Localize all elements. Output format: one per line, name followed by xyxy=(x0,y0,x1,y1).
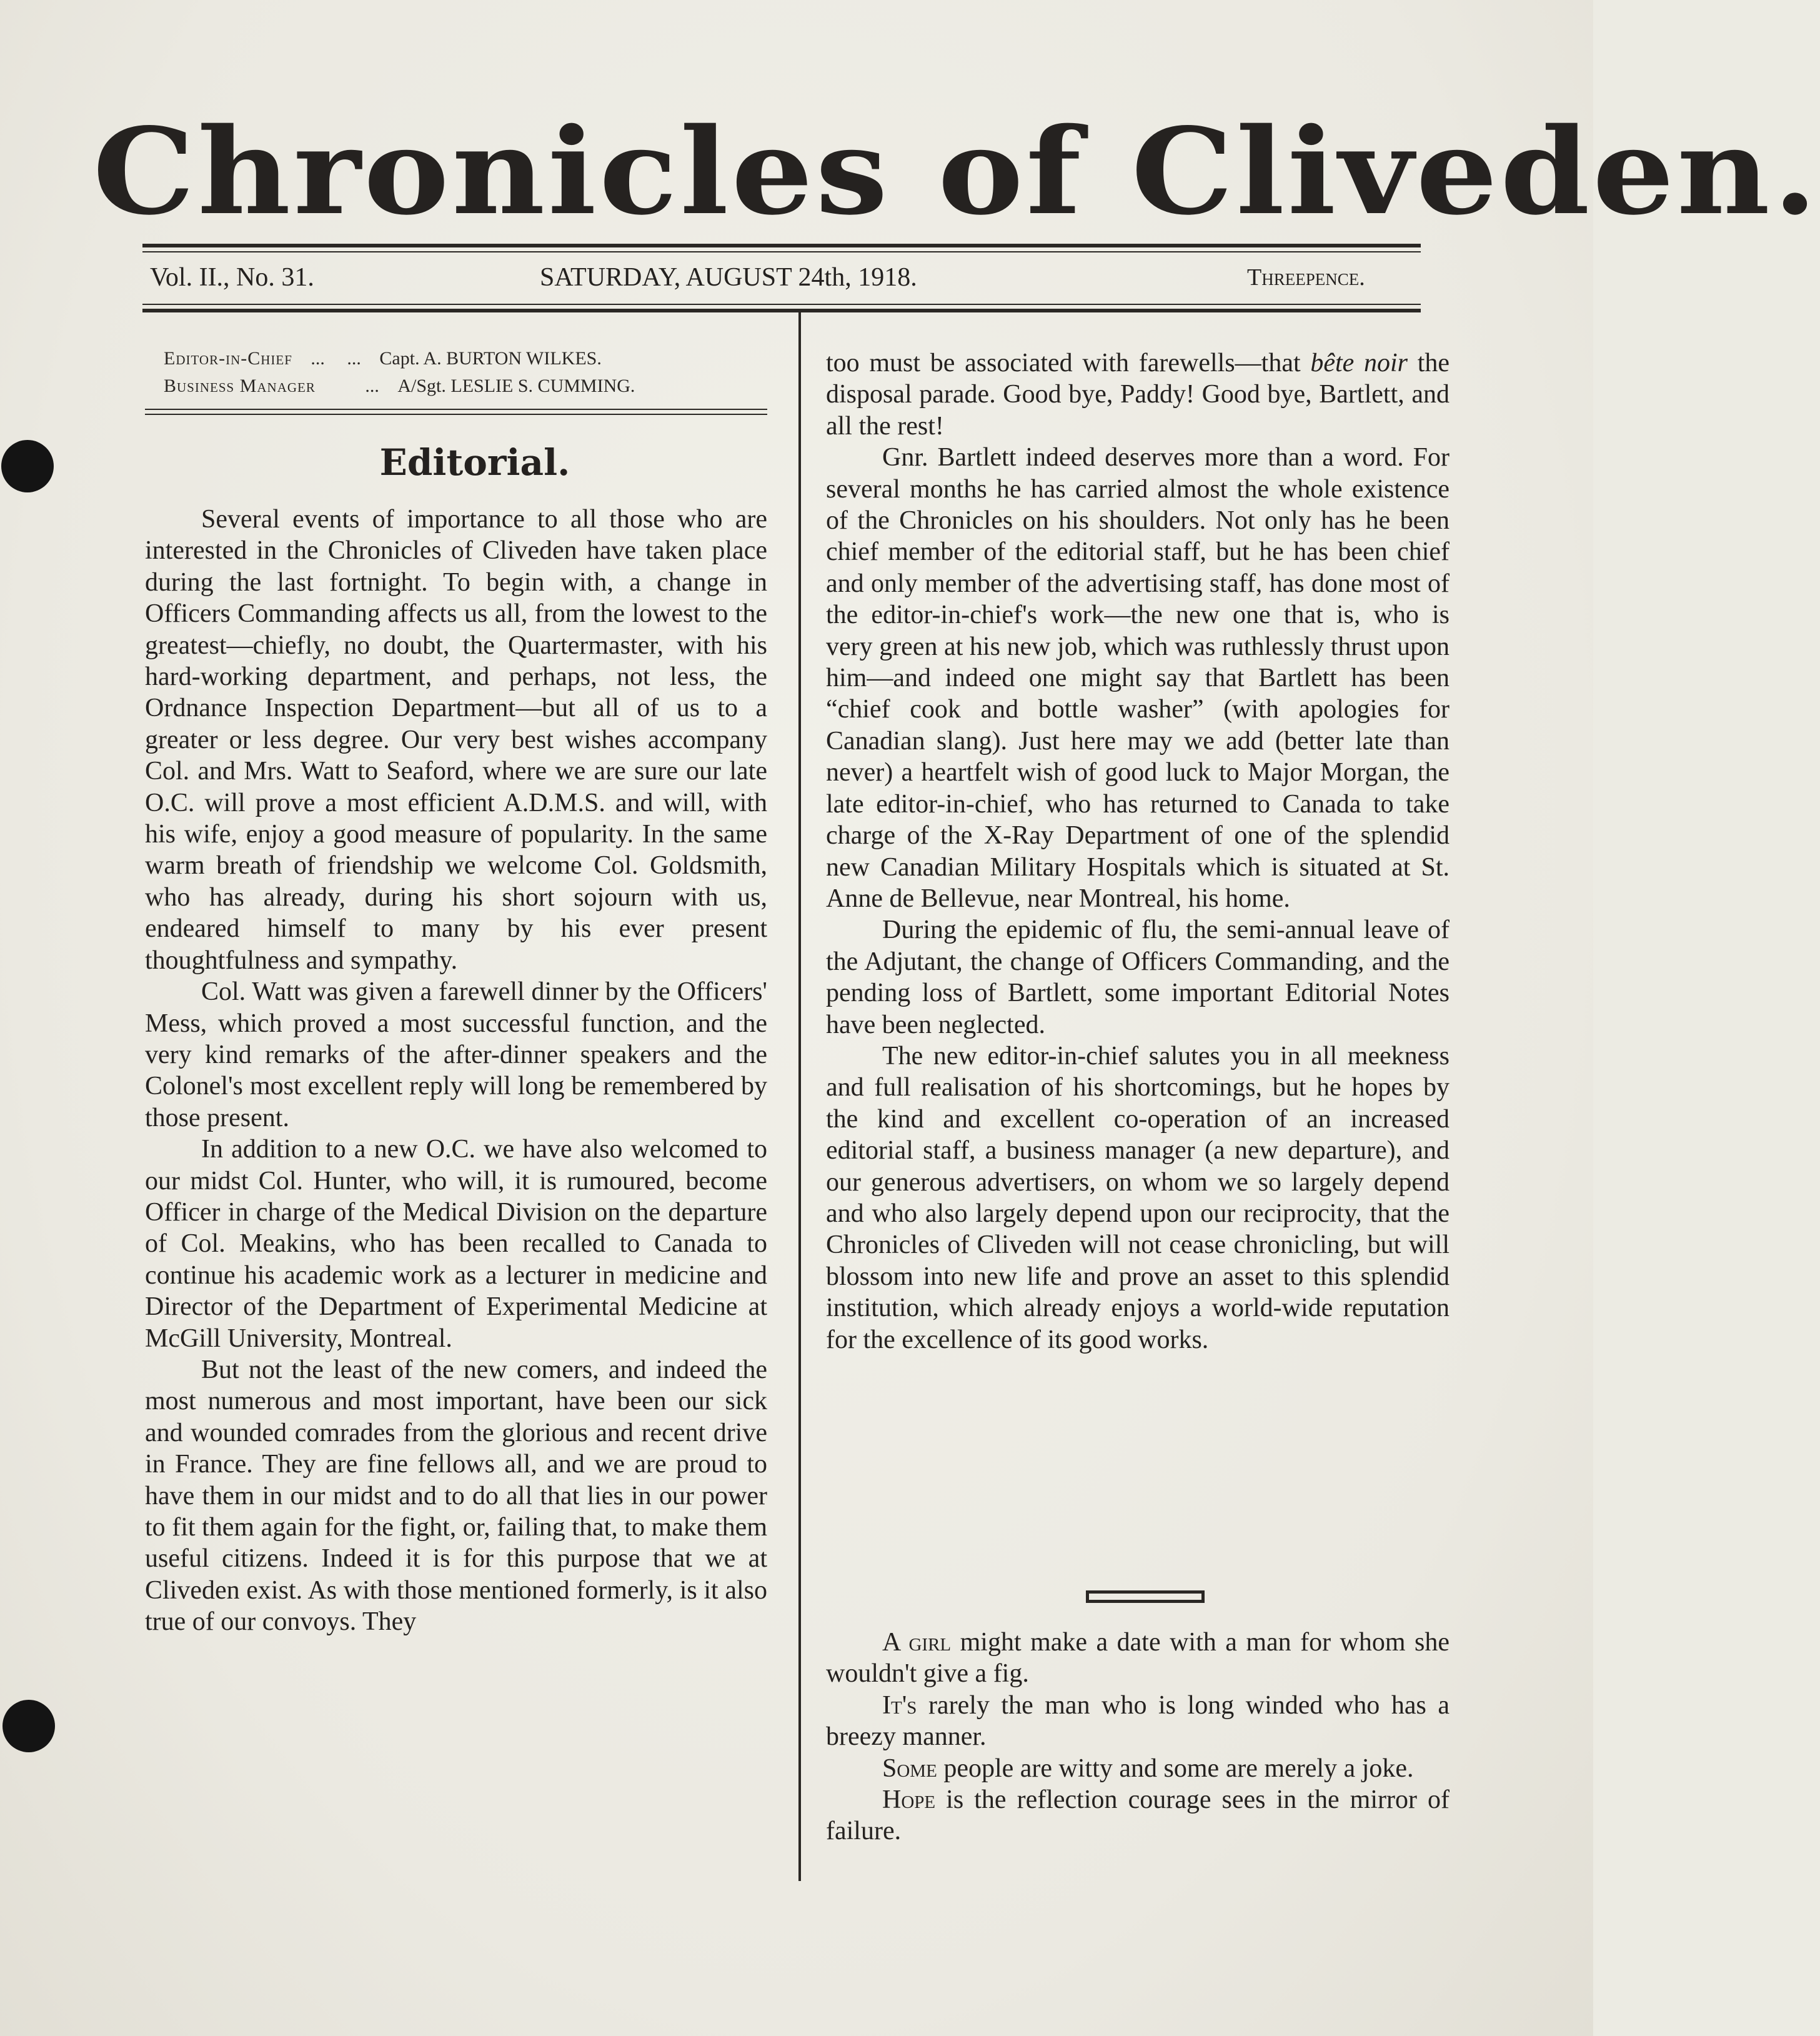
paragraph: Gnr. Bartlett indeed deserves more than a word. For several months he has carried almost the whole existence of the Chronicles on his shoulders. Not only has he been chief member of the editorial staff, but he has been chief and only member of the advertising staff, has done most of the editor-in-chief's work—the new one that is, who is very green at his new job, which was ruthlessly thrust upon him—and indeed one might say that Bartlett has been “chief cook and bottle washer” (with apologies for Canadian slang). Just here may we add (better late than never) a heartfelt wish of good luck to Major Morgan, the late editor-in-chief, who has returned to Canada to take charge of the X-Ray Department of one of the splendid new Canadian Military Hospitals which is situated at St. Anne de Bellevue, near Montreal, his home. xyxy=(826,443,1450,913)
staff-name: Capt. A. BURTON WILKES. xyxy=(379,348,602,369)
staff-row-manager xyxy=(164,372,763,400)
saying-text: rarely the man who is long winded who has a breezy manner. xyxy=(826,1690,1450,1752)
masthead-rule-thin xyxy=(142,251,1421,252)
issue-volume: Vol. II., No. 31. xyxy=(150,263,314,292)
left-column xyxy=(145,504,767,1638)
text: the disposal parade. Good bye, Paddy! Good bye, Bartlett, and all the rest! xyxy=(826,349,1450,441)
staff-dots: ... xyxy=(311,348,325,369)
paragraph: But not the least of the new comers, and indeed the most numerous and most important, have been our sick and wounded comrades from the glorious and recent drive in France. They are fine fellows all, and we are proud to have them in our midst and to do all that lies in our power to fit them again for the fight, or, failing that, to make them useful citizens. Indeed it is for this purpose that we at Cliveden exist. As with those mentioned formerly, is it also true of our convoys. They xyxy=(145,1355,767,1637)
punch-hole-top xyxy=(1,440,54,492)
saying-text: is the reflection courage sees in the mirror of failure. xyxy=(826,1785,1450,1846)
sayings-column xyxy=(826,1627,1450,1847)
issue-rule-thin xyxy=(142,304,1421,305)
staff-dots: ... xyxy=(365,376,379,396)
staff-rule-thin-2 xyxy=(145,414,767,415)
punch-hole-bottom xyxy=(2,1700,55,1752)
staff-dots: ... xyxy=(347,348,361,369)
text: too must be associated with farewells—that xyxy=(826,349,1301,377)
saying-text: people are witty and some are merely a joke. xyxy=(937,1754,1414,1783)
saying xyxy=(826,1753,1450,1784)
paragraph: In addition to a new O.C. we have also welcomed to our midst Col. Hunter, who will, it is rumoured, become Officer in charge of the Medical Division on the departure of Col. Meakins, who has been recalled to Canada to continue his academic work as a lecturer in medicine and Director of the Department of Experimental Medicine at McGill University, Montreal. xyxy=(145,1135,767,1353)
right-column xyxy=(826,347,1450,1355)
editorial-heading: Editorial. xyxy=(379,441,570,484)
section-ornament xyxy=(1086,1590,1205,1603)
staff-role: Business Manager xyxy=(164,376,316,396)
saying-lead: Hope xyxy=(882,1785,936,1815)
italic-phrase: bête noir xyxy=(1310,349,1408,377)
saying-lead: It's xyxy=(882,1690,917,1720)
saying-text: might make a date with a man for whom she wouldn't give a fig. xyxy=(826,1628,1450,1689)
saying-lead: Some xyxy=(882,1754,937,1783)
saying xyxy=(826,1690,1450,1753)
staff-name: A/Sgt. LESLIE S. CUMMING. xyxy=(397,376,635,396)
column-divider xyxy=(798,312,801,1881)
issue-date: SATURDAY, AUGUST 24th, 1918. xyxy=(540,263,917,292)
issue-rule-thick xyxy=(142,309,1421,312)
paragraph: The new editor-in-chief salutes you in all meekness and full realisation of his shortcomings, but he hopes by the kind and excellent co-operation of an increased editorial staff, a business manager (a new departure), and our generous advertisers, on whom we so largely depend and who also largely depend upon our reciprocity, that the Chronicles of Cliveden will not cease chronicling, but will blossom into new life and prove an asset to this splendid institution, which already enjoys a world-wide reputation for the excellence of its good works. xyxy=(826,1041,1450,1354)
paragraph: Several events of importance to all those who are interested in the Chronicles of Cliveden have taken place during the last fortnight. To begin with, a change in Officers Commanding affects us all, from the lowest to the greatest—chiefly, no doubt, the Quartermaster, with his hard-working department, and perhaps, not less, the Ordnance Inspection Department—but all of us to a greater or less degree. Our very best wishes accompany Col. and Mrs. Watt to Seaford, where we are sure our late O.C. will prove a most efficient A.D.M.S. and will, with his wife, enjoy a good measure of popularity. In the same warm breath of friendship we welcome Col. Goldsmith, who has already, during his short sojourn with us, endeared himself to many by his ever present thoughtfulness and sympathy. xyxy=(145,505,767,975)
masthead-rule-thick xyxy=(142,244,1421,247)
saying xyxy=(826,1627,1450,1690)
paragraph: Col. Watt was given a farewell dinner by the Officers' Mess, which proved a most successful function, and the very kind remarks of the after-dinner speakers and the Colonel's most excellent reply will long be remembered by those present. xyxy=(145,977,767,1132)
staff-rule-thin xyxy=(145,409,767,410)
saying xyxy=(826,1784,1450,1847)
masthead-title: Chronicles of Cliveden. xyxy=(92,102,1820,241)
saying-lead: A girl xyxy=(882,1628,952,1657)
issue-price: Threepence. xyxy=(1247,264,1365,291)
paragraph-continued xyxy=(826,347,1450,442)
paragraph: During the epidemic of flu, the semi-annual leave of the Adjutant, the change of Officers Commanding, and the pending loss of Bartlett, some important Editorial Notes have been neglected. xyxy=(826,916,1450,1039)
staff-role: Editor-in-Chief xyxy=(164,348,292,369)
staff-row-editor xyxy=(164,345,763,372)
